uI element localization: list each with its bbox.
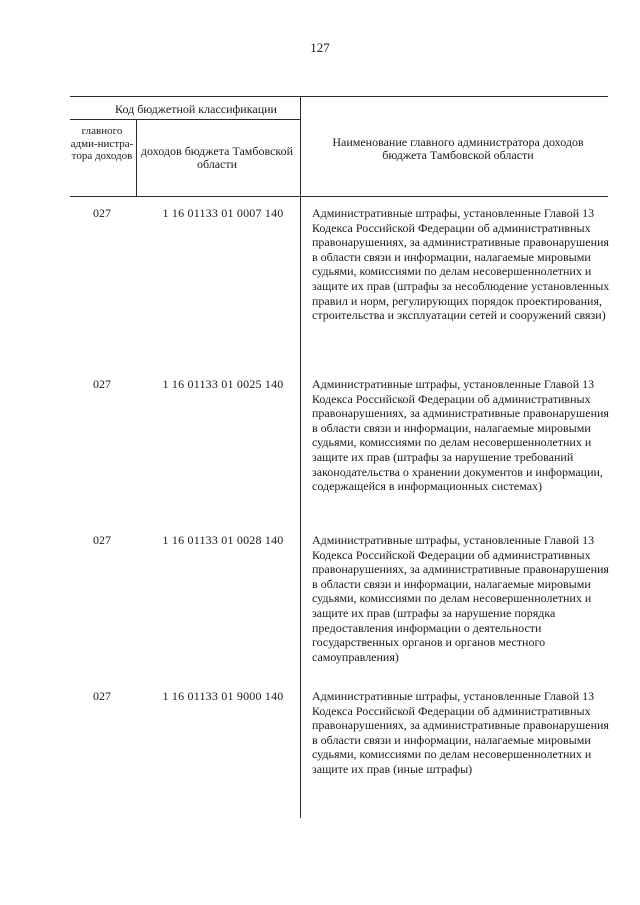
column-divider-code [136, 119, 137, 197]
description-cell: Административные штрафы, установленные Главой 13 Кодекса Российской Федерации об административных правонарушениях, за административные правонарушения в области связи и информации, налагаемые мировыми судьями, комиссиями по делам несовершеннолетних и защите их прав (штрафы за нарушение порядка предоставления информации о деятельности государственных органов и органов местного самоуправления) [312, 533, 609, 664]
budget-code-cell: 1 16 01133 01 0028 140 [162, 533, 284, 547]
column-divider-name [300, 96, 301, 818]
description-cell: Административные штрафы, установленные Главой 13 Кодекса Российской Федерации об административных правонарушениях, за административные правонарушения в области связи и информации, налагаемые мировыми судьями, комиссиями по делам несовершеннолетних и защите их прав (иные штрафы) [312, 689, 609, 776]
header-admin-column: главного адми-нистра-тора доходов [70, 125, 134, 163]
description-cell: Административные штрафы, установленные Главой 13 Кодекса Российской Федерации об административных правонарушениях, за административные правонарушения в области связи и информации, налагаемые мировыми судьями, комиссиями по делам несовершеннолетних и защите их прав (штрафы за несоблюдение установленных правил и норм, регулирующих порядок проектирования, строительства и эксплуатации сетей и сооружений связи) [312, 206, 610, 323]
budget-code-cell: 1 16 01133 01 0025 140 [162, 377, 284, 391]
admin-code-cell: 027 [93, 377, 111, 391]
header-income-column: доходов бюджета Тамбовской области [140, 144, 294, 171]
code-group-underline [70, 119, 300, 120]
page-number: 127 [310, 40, 330, 55]
header-code-group: Код бюджетной классификации [115, 102, 277, 116]
header-name-column: Наименование главного администратора доходов бюджета Тамбовской области [332, 135, 584, 162]
description-cell: Административные штрафы, установленные Главой 13 Кодекса Российской Федерации об административных правонарушениях, за административные правонарушения в области связи и информации, налагаемые мировыми судьями, комиссиями по делам несовершеннолетних и защите их прав (штрафы за нарушение требований законодательства о хранении документов и информации, содержащейся в информационных системах) [312, 377, 609, 494]
table-top-border [70, 96, 608, 97]
budget-code-cell: 1 16 01133 01 0007 140 [162, 206, 284, 220]
header-bottom-border [70, 196, 608, 197]
budget-code-cell: 1 16 01133 01 9000 140 [162, 689, 284, 703]
admin-code-cell: 027 [93, 206, 111, 220]
admin-code-cell: 027 [93, 533, 111, 547]
admin-code-cell: 027 [93, 689, 111, 703]
